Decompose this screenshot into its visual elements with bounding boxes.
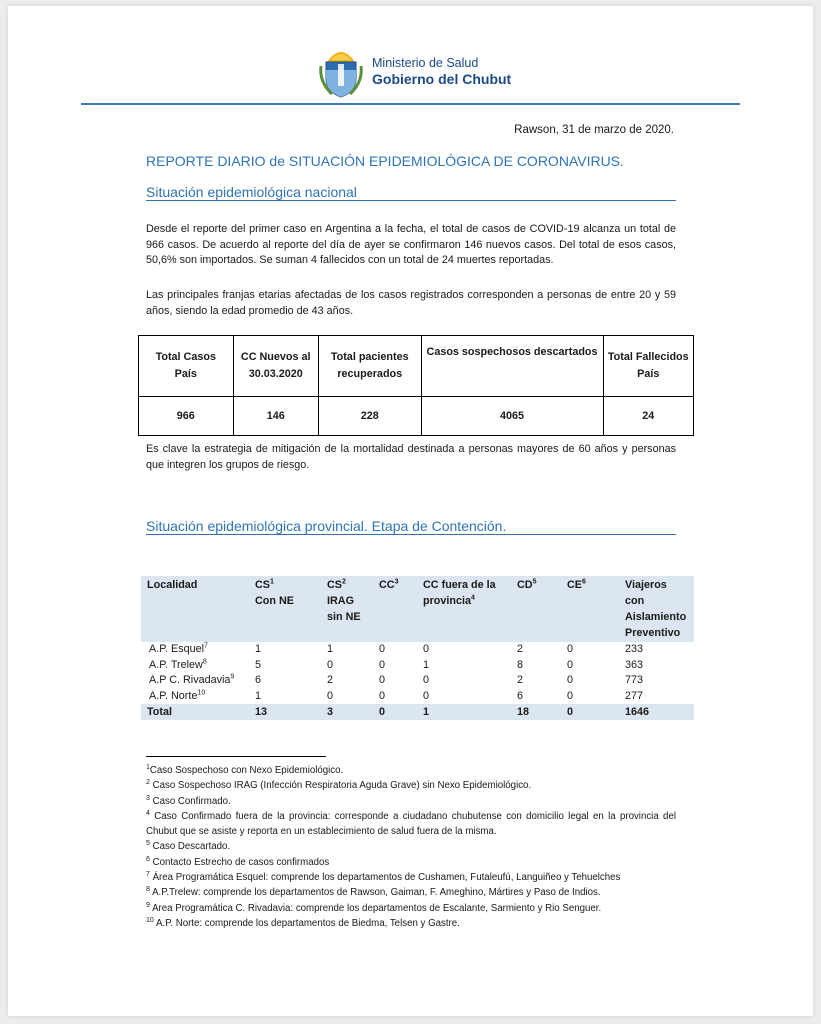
prov-cell-cs2: 2 xyxy=(321,673,373,689)
prov-total-ce: 0 xyxy=(561,704,619,721)
prov-cell-cc-fuera: 0 xyxy=(417,688,511,704)
prov-cell-cc: 0 xyxy=(373,657,417,673)
nat-value-recuperados: 228 xyxy=(318,397,421,436)
prov-cell-cs2: 1 xyxy=(321,642,373,657)
nat-header-cc-nuevos: CC Nuevos al 30.03.2020 xyxy=(233,336,318,397)
provincial-table xyxy=(141,576,694,721)
prov-cell-cd: 8 xyxy=(511,657,561,673)
prov-cell-viajeros: 773 xyxy=(619,673,694,689)
prov-cell-cd: 2 xyxy=(511,642,561,657)
footnote: $^7$ Área Programática Esquel: comprende los departamentos de Cushamen, Futaleufú, Languiñeo y Tehuelches xyxy=(146,870,621,884)
nat-header-descartados: Casos sospechosos descartados xyxy=(421,336,603,397)
table-row xyxy=(141,673,694,689)
national-heading: Situación epidemiológica nacional xyxy=(146,184,676,201)
nat-value-total-casos: 966 xyxy=(139,397,234,436)
prov-cell-ce: 0 xyxy=(561,642,619,657)
prov-header-cc: $CC^3$ xyxy=(373,576,417,642)
footnotes xyxy=(146,763,676,931)
prov-cell-localidad: A.P C. Rivadavia$^9$ xyxy=(141,673,249,689)
prov-header-cs2: $CS^2$ IRAG sin NE xyxy=(321,576,373,642)
header xyxy=(318,44,511,98)
prov-cell-cc: 0 xyxy=(373,673,417,689)
prov-header-cs1: $CS^1$ Con NE xyxy=(249,576,321,642)
government-name: Gobierno del Chubut xyxy=(372,71,512,87)
prov-cell-cs2: 0 xyxy=(321,657,373,673)
prov-cell-cs1: 5 xyxy=(249,657,321,673)
nat-header-total-casos: Total Casos País xyxy=(139,336,234,397)
prov-cell-ce: 0 xyxy=(561,688,619,704)
prov-cell-ce: 0 xyxy=(561,673,619,689)
prov-total-cs1: 13 xyxy=(249,704,321,721)
chubut-seal-icon xyxy=(318,44,364,98)
prov-cell-cs1: 1 xyxy=(249,688,321,704)
prov-cell-cc-fuera: 0 xyxy=(417,642,511,657)
prov-cell-cd: 6 xyxy=(511,688,561,704)
footnote: $^1$Caso Sospechoso con Nexo Epidemiológico. xyxy=(146,763,344,776)
prov-cell-localidad: A.P. Norte$^{10}$ xyxy=(141,688,249,704)
prov-cell-cc-fuera: 0 xyxy=(417,673,511,689)
table-row xyxy=(141,642,694,657)
footnote-rule xyxy=(146,756,326,757)
prov-header-cd: $CD^5$ xyxy=(511,576,561,642)
prov-header-cc-fuera: CC fuera de la provincia$^4$ xyxy=(417,576,511,642)
prov-total-cc: 0 xyxy=(373,704,417,721)
provincial-heading: Situación epidemiológica provincial. Etapa de Contención. xyxy=(146,518,676,535)
prov-cell-localidad: A.P. Esquel$^7$ xyxy=(141,642,249,657)
footnote: $^3$ Caso Confirmado. xyxy=(146,794,231,807)
ministry-name: Ministerio de Salud xyxy=(372,56,479,70)
prov-header-viajeros: Viajeros con Aislamiento Preventivo xyxy=(619,576,694,642)
prov-cell-viajeros: 277 xyxy=(619,688,694,704)
national-paragraph-3: Es clave la estrategia de mitigación de la mortalidad destinada a personas mayores de 60 años y personas que integren los grupos de riesgo. xyxy=(146,443,676,471)
footnote: $^5$ Caso Descartado. xyxy=(146,840,231,853)
prov-total-cc-fuera: 1 xyxy=(417,704,511,721)
prov-total-viajeros: 1646 xyxy=(619,704,694,721)
header-rule xyxy=(81,103,740,105)
prov-cell-cc: 0 xyxy=(373,642,417,657)
nat-header-fallecidos: Total Fallecidos País xyxy=(603,336,694,397)
prov-cell-viajeros: 233 xyxy=(619,642,694,657)
footnote: $^9$ Area Programática C. Rivadavia: comprende los departamentos de Escalante, Sarmiento y Rio Senguer. xyxy=(146,901,602,914)
footnote: $^4$ Caso Confirmado fuera de la provincia: corresponde a ciudadano chubutense con domicilio legal en la provincia del Chubut que se asiste y reporta en un establecimiento de salud fuera de la misma. xyxy=(146,809,676,838)
report-date: Rawson, 31 de marzo de 2020. xyxy=(514,124,674,136)
nat-value-cc-nuevos: 146 xyxy=(233,397,318,436)
footnote: $^{10}$ A.P. Norte: comprende los departamentos de Biedma, Telsen y Gastre. xyxy=(146,916,460,929)
report-title: REPORTE DIARIO de SITUACIÓN EPIDEMIOLÓGICA DE CORONAVIRUS. xyxy=(146,153,624,169)
table-row xyxy=(141,657,694,673)
prov-header-localidad: Localidad xyxy=(141,576,249,642)
national-paragraph-2: Las principales franjas etarias afectadas de los casos registrados corresponden a personas de entre 20 y 59 años, siendo la edad promedio de 43 años. xyxy=(146,289,676,317)
nat-value-descartados: 4065 xyxy=(421,397,603,436)
prov-cell-cc-fuera: 1 xyxy=(417,657,511,673)
document-page xyxy=(8,6,813,1016)
prov-cell-cs2: 0 xyxy=(321,688,373,704)
table-row xyxy=(141,688,694,704)
footnote: $^8$ A.P.Trelew: comprende los departamentos de Rawson, Gaiman, F. Ameghino, Mártires y Paso de Indios. xyxy=(146,886,601,899)
prov-total-cd: 18 xyxy=(511,704,561,721)
prov-total-label: Total xyxy=(141,704,249,721)
national-paragraph-1: Desde el reporte del primer caso en Argentina a la fecha, el total de casos de COVID-19 alcanza un total de 966 casos. De acuerdo al reporte del día de ayer se confirmaron 146 nuevos casos. Del total de esos casos, 50,6% son importados. Se suman 4 fallecidos con un total de 24 muertes reportadas. xyxy=(146,223,676,266)
prov-cell-cd: 2 xyxy=(511,673,561,689)
nat-value-fallecidos: 24 xyxy=(603,397,694,436)
prov-cell-cc: 0 xyxy=(373,688,417,704)
prov-header-ce: $CE^6$ xyxy=(561,576,619,642)
national-table xyxy=(138,335,694,436)
total-row xyxy=(141,704,694,721)
prov-cell-viajeros: 363 xyxy=(619,657,694,673)
footnote: $^6$ Contacto Estrecho de casos confirmados xyxy=(146,855,330,868)
footnote: $^2$ Caso Sospechoso IRAG (Infección Respiratoria Aguda Grave) sin Nexo Epidemiológico. xyxy=(146,779,532,792)
prov-total-cs2: 3 xyxy=(321,704,373,721)
nat-header-recuperados: Total pacientes recuperados xyxy=(318,336,421,397)
prov-cell-localidad: A.P. Trelew$^8$ xyxy=(141,657,249,673)
prov-cell-cs1: 1 xyxy=(249,642,321,657)
prov-cell-ce: 0 xyxy=(561,657,619,673)
prov-cell-cs1: 6 xyxy=(249,673,321,689)
